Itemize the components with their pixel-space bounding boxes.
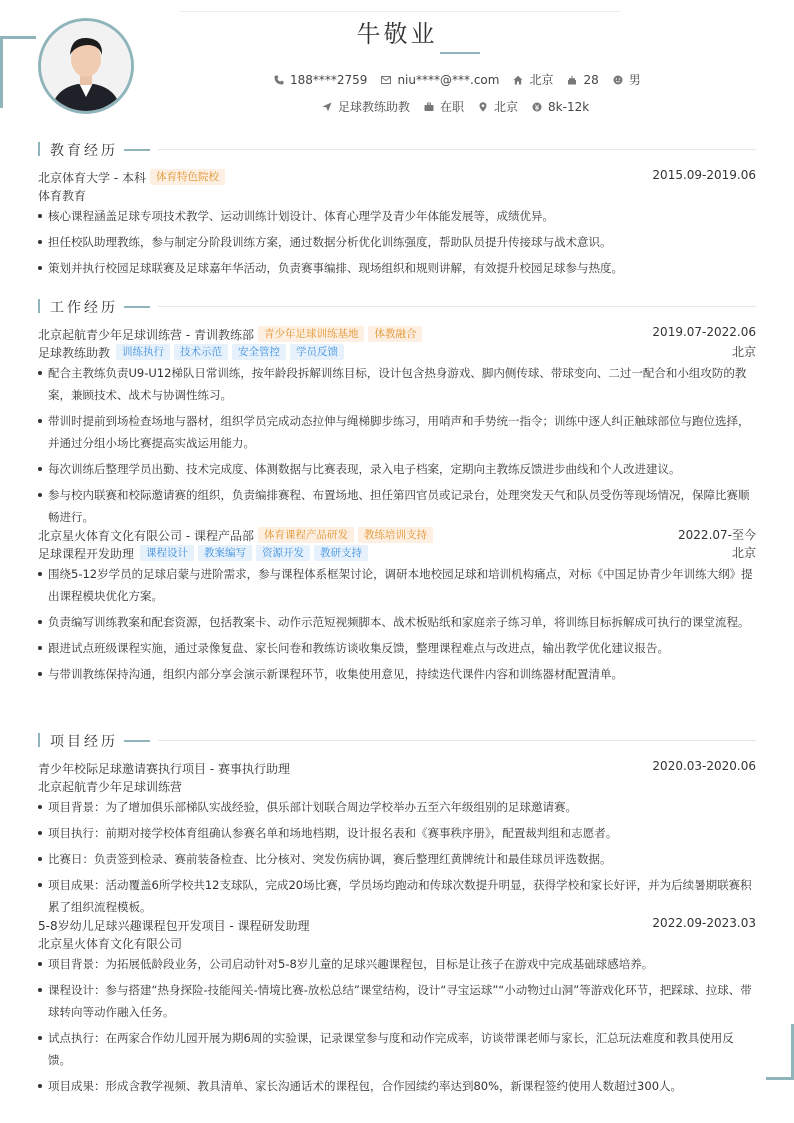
list-item: 每次训练后整理学员出勤、技术完成度、体测数据与比赛表现，录入电子档案，定期向主教练反馈进步曲线和个人改进建议。 (38, 458, 756, 480)
target-city-text: 北京 (494, 100, 519, 114)
email-info (381, 73, 499, 87)
project-entry-header (38, 916, 756, 934)
school-tag: 体育特色院校 (150, 169, 225, 185)
list-item: 比赛日：负责签到检录、赛前装备检查、比分核对、突发伤病协调，赛后整理红黄牌统计和最佳球员评选数据。 (38, 848, 756, 870)
company-tag: 青少年足球训练基地 (258, 326, 365, 342)
skill-tag: 教研支持 (314, 545, 368, 561)
job-entry-header (38, 325, 756, 343)
company-name: 北京起航青少年足球训练营 - 青训教练部 (38, 327, 254, 342)
top-divider (180, 11, 620, 12)
list-item: 项目执行：前期对接学校体育组确认参赛名单和场地档期，设计报名表和《赛事秩序册》，配置裁判组和志愿者。 (38, 822, 756, 844)
phone-icon (274, 75, 284, 85)
project-bullets (38, 953, 756, 1097)
list-item: 担任校队助理教练，参与制定分阶段训练方案，通过数据分析优化训练强度，帮助队员提升传接球与战术意识。 (38, 231, 756, 253)
list-item: 试点执行：在两家合作幼儿园开展为期6周的实验课，记录课堂参与度和动作完成率，访谈带课老师与家长，汇总玩法难度和教具使用反馈。 (38, 1027, 756, 1071)
age-info (567, 73, 598, 87)
project-name: 青少年校际足球邀请赛执行项目 - 赛事执行助理 (38, 761, 290, 776)
list-item: 带训时提前到场检查场地与器材，组织学员完成动态拉伸与绳梯脚步练习，用哨声和手势统一指令；训练中逐人纠正触球部位与跑位选择，并通过分组小场比赛提高实战运用能力。 (38, 410, 756, 454)
work-section (38, 297, 756, 689)
project-bullets (38, 796, 756, 918)
heading-bar (38, 142, 40, 156)
list-item: 配合主教练负责U9-U12梯队日常训练，按年龄段拆解训练目标，设计包含热身游戏、脚内侧传球、带球变向、二过一配合和小组攻防的教案，兼顾技术、战术与协调性练习。 (38, 362, 756, 406)
location-pin-icon (478, 102, 488, 112)
work-heading (38, 297, 756, 317)
skill-tag: 技术示范 (174, 344, 228, 360)
list-item: 项目成果：形成含教学视频、教具清单、家长沟通话术的课程包，合作园续约率达到80%，新课程签约使用人数超过300人。 (38, 1075, 756, 1097)
skill-tag: 资源开发 (256, 545, 310, 561)
job-entry-header (38, 526, 756, 544)
phone-info (274, 73, 367, 87)
name-underline (440, 52, 480, 54)
company-tag: 体教融合 (368, 326, 422, 342)
corner-decoration-bottom-right (766, 1077, 794, 1080)
section-title: 项目经历 (50, 734, 118, 750)
section-title: 工作经历 (50, 300, 118, 316)
project-org: 北京星火体育文化有限公司 (38, 936, 183, 951)
major: 体育教育 (38, 188, 87, 203)
gender-text: 男 (628, 73, 641, 87)
project-org-row (38, 934, 756, 952)
status-info (424, 98, 464, 115)
list-item: 负责编写训练教案和配套资源，包括教案卡、动作示范短视频脚本、战术板贴纸和家庭亲子练习单，将训练目标拆解成可执行的课堂流程。 (38, 611, 756, 633)
smile-icon (613, 75, 623, 85)
project-date: 2022.09-2023.03 (652, 916, 756, 930)
age-text: 28 (583, 72, 599, 87)
skill-tag: 教案编写 (198, 545, 252, 561)
skill-tag: 课程设计 (140, 545, 194, 561)
gender-info (613, 71, 641, 88)
education-major-row (38, 186, 756, 204)
job-date: 2022.07-至今 (678, 528, 756, 542)
contact-info-row (274, 71, 655, 88)
briefcase-icon (424, 102, 434, 112)
heading-accent-line (124, 149, 150, 151)
education-entry-header (38, 168, 756, 186)
list-item: 跟进试点班级课程实施，通过录像复盘、家长问卷和教练访谈收集反馈，整理课程难点与改进点，输出教学优化建议报告。 (38, 637, 756, 659)
send-icon (322, 102, 332, 112)
skill-tag: 安全管控 (232, 344, 286, 360)
job-city: 北京 (731, 345, 756, 359)
job-intent-row (322, 98, 603, 115)
salary-text: 8k-12k (548, 99, 590, 114)
skill-tag: 训练执行 (116, 344, 170, 360)
list-item: 围绕5-12岁学员的足球启蒙与进阶需求，参与课程体系框架讨论，调研本地校园足球和培训机构痛点，对标《中国足协青少年训练大纲》提出课程模块优化方案。 (38, 563, 756, 607)
heading-accent-line (124, 740, 150, 742)
list-item: 课程设计：参与搭建“热身探险-技能闯关-情境比赛-放松总结”课堂结构，设计“寻宝运球”“小动物过山洞”等游戏化环节，把踩球、拉球、带球转向等动作融入任务。 (38, 979, 756, 1023)
project-org-row (38, 777, 756, 795)
home-icon (513, 75, 523, 85)
heading-divider (158, 740, 756, 741)
target-city-info (478, 98, 518, 115)
list-item: 核心课程涵盖足球专项技术教学、运动训练计划设计、体育心理学及青少年体能发展等，成绩优异。 (38, 205, 756, 227)
city-text: 北京 (529, 73, 554, 87)
education-section (38, 140, 756, 283)
job-bullets (38, 362, 756, 528)
heading-bar (38, 299, 40, 313)
heading-bar (38, 733, 40, 747)
skill-tag: 学员反馈 (290, 344, 344, 360)
education-bullets (38, 205, 756, 279)
cake-icon (567, 75, 577, 85)
education-date: 2015.09-2019.06 (652, 168, 756, 182)
target-position-info (322, 98, 410, 115)
company-tag: 体育课程产品研发 (258, 527, 354, 543)
list-item: 项目背景：为了增加俱乐部梯队实战经验，俱乐部计划联合周边学校举办五至六年级组别的足球邀请赛。 (38, 796, 756, 818)
heading-divider (158, 149, 756, 150)
status-text: 在职 (440, 100, 465, 114)
project-entry-header (38, 759, 756, 777)
list-item: 项目成果：活动覆盖6所学校共12支球队，完成20场比赛，学员场均跑动和传球次数提升明显，获得学校和家长好评，并为后续暑期联赛积累了组织流程模板。 (38, 874, 756, 918)
project-name: 5-8岁幼儿足球兴趣课程包开发项目 - 课程研发助理 (38, 918, 310, 933)
job-role: 足球课程开发助理 (38, 546, 135, 561)
job-role: 足球教练助教 (38, 345, 111, 360)
salary-info (532, 100, 589, 114)
company-name: 北京星火体育文化有限公司 - 课程产品部 (38, 528, 254, 543)
projects-section (38, 731, 756, 1101)
target-position-text: 足球教练助教 (338, 100, 411, 114)
section-title: 教育经历 (50, 143, 118, 159)
money-icon (532, 102, 542, 112)
city-info (513, 71, 553, 88)
company-tag: 教练培训支持 (358, 527, 433, 543)
job-date: 2019.07-2022.06 (652, 325, 756, 339)
project-org: 北京起航青少年足球训练营 (38, 779, 183, 794)
education-heading (38, 140, 756, 160)
candidate-name: 牛敬业 (356, 20, 438, 48)
list-item: 策划并执行校园足球联赛及足球嘉年华活动，负责赛事编排、现场组织和规则讲解，有效提升校园足球参与热度。 (38, 257, 756, 279)
job-bullets (38, 563, 756, 685)
list-item: 与带训教练保持沟通，组织内部分享会演示新课程环节，收集使用意见，持续迭代课件内容和训练器材配置清单。 (38, 663, 756, 685)
project-date: 2020.03-2020.06 (652, 759, 756, 773)
list-item: 参与校内联赛和校际邀请赛的组织，负责编排赛程、布置场地、担任第四官员或记录台，处理突发天气和队员受伤等现场情况，保障比赛顺畅进行。 (38, 484, 756, 528)
job-role-row (38, 343, 756, 361)
school-name: 北京体育大学 - 本科 (38, 170, 146, 185)
job-city: 北京 (731, 546, 756, 560)
email-text: niu****@***.com (397, 72, 500, 87)
heading-accent-line (124, 306, 150, 308)
phone-text: 188****2759 (290, 72, 368, 87)
mail-icon (381, 75, 391, 85)
job-role-row (38, 544, 756, 562)
list-item: 项目背景：为拓展低龄段业务，公司启动针对5-8岁儿童的足球兴趣课程包，目标是让孩子在游戏中完成基础球感培养。 (38, 953, 756, 975)
heading-divider (158, 306, 756, 307)
projects-heading (38, 731, 756, 751)
